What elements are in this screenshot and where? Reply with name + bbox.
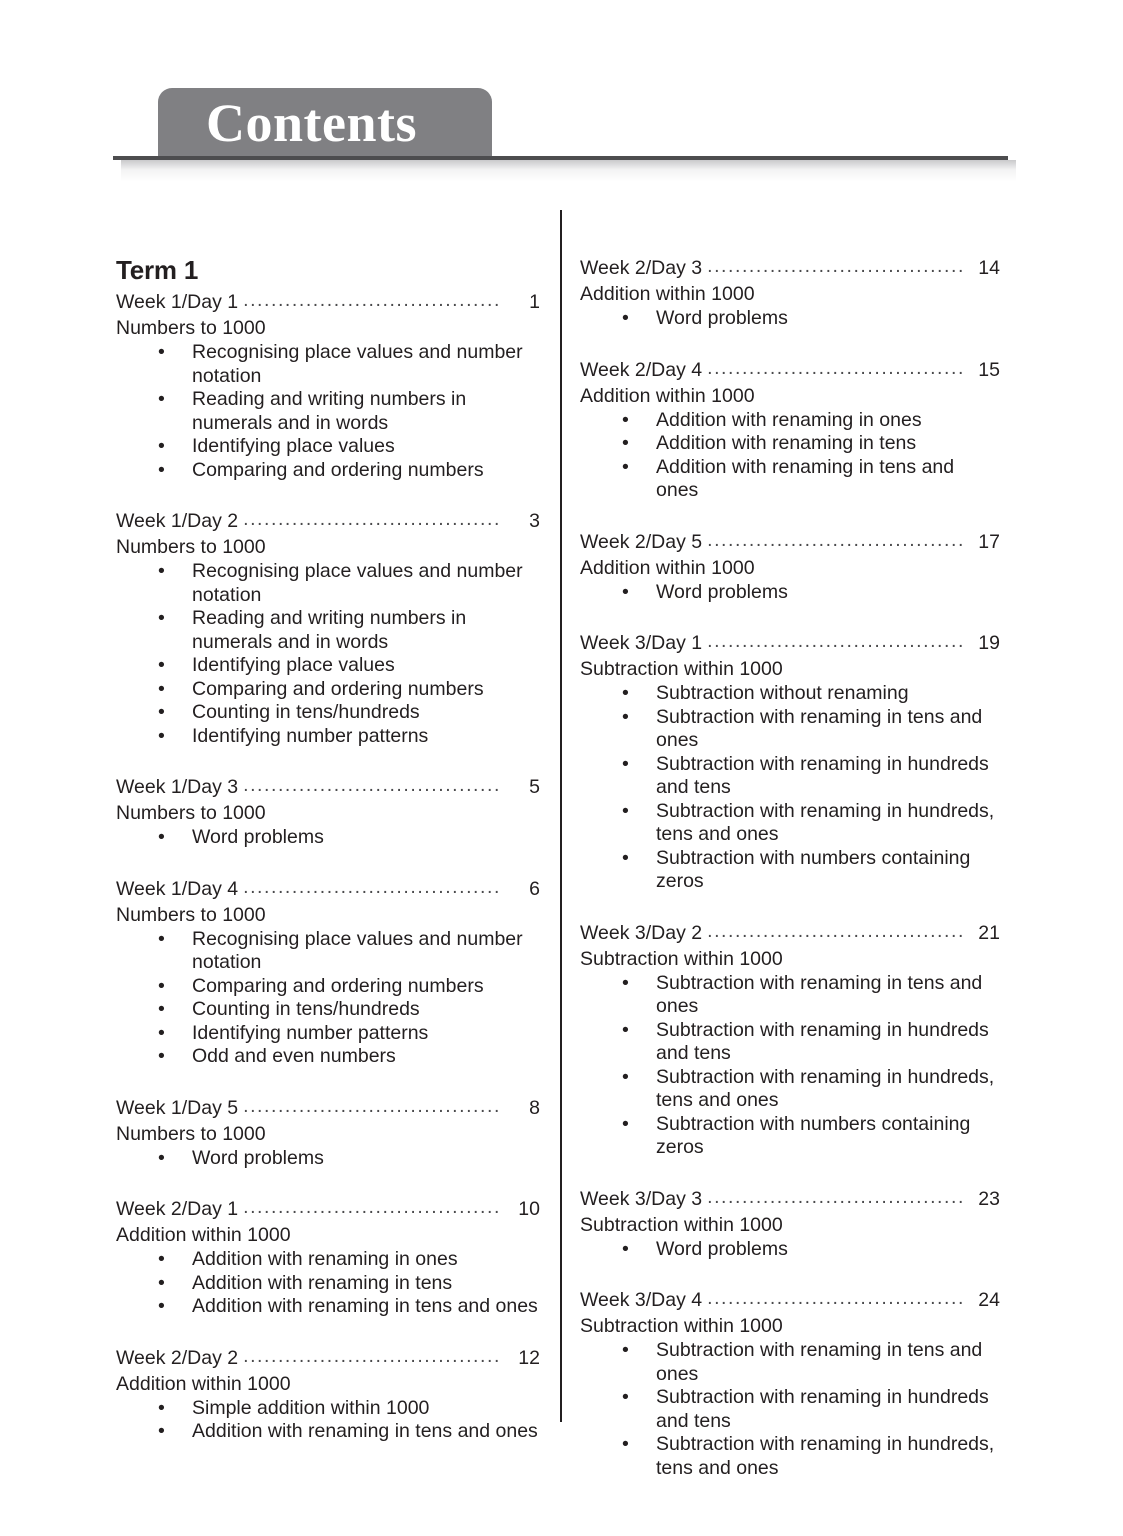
list-item [116, 998, 540, 1022]
bullet-icon: • [158, 927, 165, 950]
toc-entry-page-number: 5 [529, 776, 540, 798]
bullet-icon: • [158, 607, 165, 629]
toc-entry-title: Week 1/Day 5 [116, 1096, 239, 1119]
list-item [580, 753, 1000, 800]
toc-entry-topics [580, 1339, 1000, 1480]
list-item-label: Counting in tens/hundreds [192, 701, 420, 723]
toc-entry-line[interactable] [116, 508, 540, 534]
toc-entry-topics [116, 1397, 540, 1444]
toc-dot-leader [243, 772, 502, 798]
toc-entry-page-number: 21 [978, 921, 1000, 944]
list-item [580, 847, 1000, 894]
bullet-icon: • [622, 1237, 629, 1260]
toc-dot-leader [707, 628, 962, 654]
toc-entry-subtitle: Addition within 1000 [580, 384, 755, 407]
list-item-label: Subtraction with renaming in hundreds, tens and ones [656, 799, 995, 845]
toc-entry[interactable] [580, 1186, 1000, 1262]
list-item-label: Addition with renaming in tens and ones [192, 1420, 538, 1442]
bullet-icon: • [622, 846, 629, 869]
toc-dot-leader [243, 1343, 502, 1369]
list-item-label: Subtraction without renaming [656, 682, 909, 704]
toc-entry-page-number: 8 [529, 1096, 540, 1119]
list-item-label: Word problems [656, 580, 788, 603]
list-item [580, 682, 1000, 706]
toc-entry-list-left [116, 289, 540, 1444]
list-item [116, 975, 540, 999]
toc-entry-title: Week 3/Day 1 [580, 632, 703, 654]
toc-entry[interactable] [580, 255, 1000, 331]
bullet-icon: • [158, 677, 165, 700]
toc-entry-subtitle: Numbers to 1000 [116, 1122, 266, 1145]
toc-entry[interactable] [580, 357, 1000, 503]
list-item-label: Identifying place values [192, 654, 395, 676]
list-item-label: Identifying place values [192, 435, 395, 457]
toc-entry-page-number: 17 [978, 530, 1000, 553]
toc-entry-list-right [580, 255, 1000, 1480]
toc-dot-leader [707, 527, 962, 553]
list-item [580, 1019, 1000, 1066]
list-item [116, 1272, 540, 1296]
toc-entry[interactable] [116, 289, 540, 482]
toc-entry[interactable] [116, 1196, 540, 1319]
list-item-label: Subtraction with renaming in hundreds, tens and ones [656, 1433, 995, 1479]
list-item-label: Reading and writing numbers in numerals and in words [192, 388, 467, 434]
toc-entry-topics [116, 1147, 540, 1171]
list-item [116, 701, 540, 725]
toc-entry-page-number: 12 [518, 1346, 540, 1369]
bullet-icon: • [158, 1396, 165, 1419]
toc-entry[interactable] [116, 508, 540, 748]
list-item-label: Subtraction with renaming in hundreds and tens [656, 1386, 989, 1432]
toc-entry-subtitle: Numbers to 1000 [116, 903, 266, 926]
bullet-icon: • [622, 1386, 629, 1408]
toc-entry-line[interactable] [116, 289, 540, 315]
list-item [116, 388, 540, 435]
toc-entry-topics [116, 1248, 540, 1319]
list-item [116, 1248, 540, 1272]
toc-entry-topics [116, 560, 540, 748]
toc-entry-subtitle: Numbers to 1000 [116, 317, 266, 339]
bullet-icon: • [622, 799, 629, 822]
bullet-icon: • [158, 341, 165, 363]
list-item [580, 1113, 1000, 1160]
bullet-icon: • [622, 971, 629, 994]
bullet-icon: • [158, 560, 165, 582]
toc-entry-title: Week 2/Day 4 [580, 358, 703, 381]
toc-entry-subtitle: Addition within 1000 [580, 556, 755, 579]
list-item [116, 1295, 540, 1319]
bullet-icon: • [158, 654, 165, 676]
bullet-icon: • [622, 1433, 629, 1455]
toc-entry-topics [580, 1238, 1000, 1262]
toc-entry-subtitle: Subtraction within 1000 [580, 658, 783, 680]
toc-dot-leader [707, 918, 962, 944]
toc-entry[interactable] [116, 876, 540, 1069]
list-item [580, 456, 1000, 503]
toc-dot-leader [707, 1184, 962, 1210]
toc-column-right [580, 255, 1000, 1480]
list-item [116, 459, 540, 483]
bullet-icon: • [158, 998, 165, 1020]
list-item [580, 581, 1000, 605]
term-heading: Term 1 [116, 255, 199, 285]
toc-entry[interactable] [580, 1287, 1000, 1480]
list-item [580, 706, 1000, 753]
list-item [580, 1386, 1000, 1433]
list-item-label: Comparing and ordering numbers [192, 458, 484, 481]
list-item-label: Recognising place values and number notation [192, 927, 523, 973]
list-item-label: Subtraction with numbers containing zeros [656, 1112, 971, 1158]
toc-entry-line[interactable] [116, 1095, 540, 1121]
list-item-label: Addition with renaming in tens and ones [656, 455, 955, 501]
toc-entry-page-number: 10 [518, 1198, 540, 1220]
toc-entry-line[interactable] [580, 529, 1000, 555]
toc-entry-line[interactable] [116, 774, 540, 800]
bullet-icon: • [158, 1146, 165, 1169]
bullet-icon: • [622, 408, 629, 431]
toc-entry-title: Week 2/Day 1 [116, 1198, 239, 1220]
list-item-label: Word problems [656, 1237, 788, 1260]
toc-entry-page-number: 3 [529, 510, 540, 532]
list-item [580, 1238, 1000, 1262]
list-item [580, 800, 1000, 847]
toc-dot-leader [707, 355, 962, 381]
bullet-icon: • [622, 432, 629, 454]
bullet-icon: • [158, 1420, 165, 1442]
toc-entry-title: Week 2/Day 5 [580, 530, 703, 553]
toc-entry-page-number: 14 [978, 257, 1000, 279]
toc-entry-subtitle: Subtraction within 1000 [580, 1315, 783, 1337]
toc-entry-line[interactable] [580, 357, 1000, 383]
list-item-label: Addition with renaming in tens [656, 432, 917, 454]
list-item [580, 1339, 1000, 1386]
bullet-icon: • [622, 307, 629, 329]
page-title: Contents [206, 93, 418, 153]
toc-entry-page-number: 1 [529, 291, 540, 313]
list-item-label: Addition with renaming in tens [192, 1271, 453, 1294]
list-item-label: Reading and writing numbers in numerals and in words [192, 607, 467, 653]
bullet-icon: • [622, 705, 629, 728]
toc-entry-line[interactable] [116, 1196, 540, 1222]
toc-entry[interactable] [116, 1345, 540, 1444]
list-item [116, 1022, 540, 1046]
bullet-icon: • [158, 1295, 165, 1317]
bullet-icon: • [622, 682, 629, 704]
toc-entry-line[interactable] [580, 1287, 1000, 1313]
list-item-label: Comparing and ordering numbers [192, 974, 484, 997]
toc-entry-topics [116, 928, 540, 1069]
bullet-icon: • [622, 580, 629, 603]
list-item-label: Word problems [656, 307, 788, 329]
list-item-label: Subtraction with renaming in tens and ones [656, 971, 983, 1017]
toc-entry-page-number: 6 [529, 877, 540, 900]
toc-entry-title: Week 3/Day 4 [580, 1289, 703, 1311]
list-item [580, 1066, 1000, 1113]
toc-dot-leader [243, 506, 502, 532]
toc-entry-topics [580, 307, 1000, 331]
list-item [116, 654, 540, 678]
toc-entry-page-number: 23 [978, 1187, 1000, 1210]
toc-entry-line[interactable] [116, 876, 540, 902]
list-item [580, 1433, 1000, 1480]
bullet-icon: • [158, 826, 165, 848]
list-item-label: Counting in tens/hundreds [192, 998, 420, 1020]
bullet-icon: • [622, 455, 629, 478]
list-item-label: Simple addition within 1000 [192, 1396, 430, 1419]
bullet-icon: • [158, 1271, 165, 1294]
toc-entry-topics [580, 409, 1000, 503]
toc-entry-title: Week 1/Day 4 [116, 877, 239, 900]
list-item-label: Subtraction with renaming in hundreds, tens and ones [656, 1065, 995, 1111]
toc-dot-leader [243, 1093, 502, 1119]
toc-entry-subtitle: Subtraction within 1000 [580, 1213, 783, 1236]
list-item [116, 1045, 540, 1069]
list-item [116, 1397, 540, 1421]
list-item [116, 725, 540, 749]
toc-dot-leader [243, 287, 502, 313]
toc-dot-leader [243, 1194, 502, 1220]
bullet-icon: • [158, 1248, 165, 1270]
list-item-label: Subtraction with renaming in hundreds and tens [656, 1018, 989, 1064]
bullet-icon: • [622, 752, 629, 775]
toc-entry-line[interactable] [580, 920, 1000, 946]
toc-dot-leader [707, 1285, 962, 1311]
toc-entry-title: Week 2/Day 3 [580, 257, 703, 279]
list-item [580, 307, 1000, 331]
toc-entry-page-number: 24 [978, 1289, 1000, 1311]
toc-entry-topics [580, 581, 1000, 605]
toc-entry-title: Week 1/Day 3 [116, 776, 239, 798]
toc-entry-title: Week 1/Day 1 [116, 291, 239, 313]
bullet-icon: • [158, 1045, 165, 1067]
toc-entry[interactable] [580, 920, 1000, 1160]
list-item [580, 409, 1000, 433]
list-item-label: Recognising place values and number notation [192, 560, 523, 606]
list-item [580, 432, 1000, 456]
toc-entry-title: Week 3/Day 2 [580, 921, 703, 944]
list-item-label: Addition with renaming in ones [192, 1248, 458, 1270]
toc-entry-title: Week 2/Day 2 [116, 1346, 239, 1369]
bullet-icon: • [158, 435, 165, 457]
list-item-label: Identifying number patterns [192, 1021, 429, 1044]
toc-dot-leader [707, 253, 962, 279]
toc-entry-subtitle: Addition within 1000 [116, 1224, 291, 1246]
bullet-icon: • [158, 974, 165, 997]
toc-entry-topics [116, 826, 540, 850]
toc-entry[interactable] [580, 630, 1000, 894]
bullet-icon: • [622, 1065, 629, 1088]
list-item [116, 341, 540, 388]
column-divider [560, 210, 562, 1422]
list-item-label: Addition with renaming in tens and ones [192, 1295, 538, 1317]
toc-entry-subtitle: Numbers to 1000 [116, 536, 266, 558]
list-item [116, 826, 540, 850]
toc-dot-leader [243, 874, 502, 900]
bullet-icon: • [158, 724, 165, 747]
toc-entry-subtitle: Addition within 1000 [116, 1372, 291, 1395]
toc-entry[interactable] [116, 774, 540, 850]
list-item-label: Word problems [192, 826, 324, 848]
toc-entry-subtitle: Numbers to 1000 [116, 802, 266, 824]
toc-entry-topics [580, 972, 1000, 1160]
toc-entry[interactable] [580, 529, 1000, 605]
list-item-label: Subtraction with numbers containing zeros [656, 846, 971, 892]
toc-entry-line[interactable] [580, 1186, 1000, 1212]
toc-entry-line[interactable] [580, 630, 1000, 656]
list-item [116, 607, 540, 654]
toc-column-left [116, 255, 540, 1444]
toc-entry-page-number: 15 [978, 358, 1000, 381]
toc-entry-title: Week 1/Day 2 [116, 510, 239, 532]
bullet-icon: • [158, 701, 165, 723]
toc-entry-page-number: 19 [978, 632, 1000, 654]
bullet-icon: • [622, 1112, 629, 1135]
bullet-icon: • [158, 388, 165, 410]
toc-entry-subtitle: Subtraction within 1000 [580, 947, 783, 970]
list-item [116, 560, 540, 607]
list-item-label: Comparing and ordering numbers [192, 677, 484, 700]
toc-entry-line[interactable] [580, 255, 1000, 281]
bullet-icon: • [158, 458, 165, 481]
list-item-label: Recognising place values and number notation [192, 341, 523, 387]
list-item-label: Subtraction with renaming in hundreds and tens [656, 752, 989, 798]
list-item [116, 1420, 540, 1444]
list-item-label: Word problems [192, 1146, 324, 1169]
toc-entry[interactable] [116, 1095, 540, 1171]
list-item [116, 678, 540, 702]
bullet-icon: • [622, 1339, 629, 1361]
toc-entry-line[interactable] [116, 1345, 540, 1371]
list-item-label: Odd and even numbers [192, 1045, 396, 1067]
toc-entry-topics [580, 682, 1000, 894]
bullet-icon: • [158, 1021, 165, 1044]
toc-entry-title: Week 3/Day 3 [580, 1187, 703, 1210]
list-item [116, 928, 540, 975]
list-item-label: Identifying number patterns [192, 724, 429, 747]
list-item [116, 1147, 540, 1171]
list-item-label: Addition with renaming in ones [656, 408, 922, 431]
list-item [580, 972, 1000, 1019]
toc-entry-subtitle: Addition within 1000 [580, 283, 755, 305]
bullet-icon: • [622, 1018, 629, 1041]
toc-entry-topics [116, 341, 540, 482]
list-item-label: Subtraction with renaming in tens and ones [656, 1339, 983, 1385]
list-item [116, 435, 540, 459]
list-item-label: Subtraction with renaming in tens and ones [656, 705, 983, 751]
